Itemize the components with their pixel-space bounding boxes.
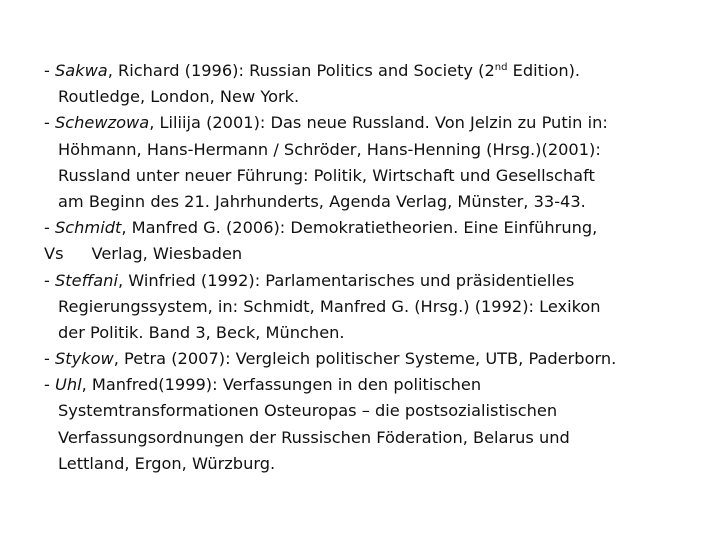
reference-text: Edition). (507, 61, 581, 80)
reference-text: , Manfred(1999): Verfassungen in den politischen (81, 375, 482, 395)
reference-continuation: der Politik. Band 3, Beck, München. (58, 322, 345, 342)
reference-text: , Liliija (2001): Das neue Russland. Von Jelzin zu Putin in: (149, 113, 608, 133)
reference-continuation: Höhmann, Hans-Hermann / Schröder, Hans-Henning (Hrsg.)(2001): (58, 139, 601, 159)
reference-text: , Manfred G. (2006): Demokratietheorien. Eine Einführung, (121, 218, 598, 238)
reference-text: Verlag, Wiesbaden (91, 244, 243, 264)
reference-continuation: am Beginn des 21. Jahrhunderts, Agenda Verlag, Münster, 33-43. (58, 191, 586, 211)
reference-author: Schewzowa (55, 113, 150, 133)
list-dash: - (44, 375, 55, 395)
reference-uhl (44, 372, 704, 398)
reference-steffani (44, 268, 704, 294)
list-dash: - (44, 270, 55, 290)
reference-continuation: Systemtransformationen Osteuropas – die postsozialistischen (58, 401, 558, 421)
reference-continuation (44, 241, 704, 267)
reference-author: Steffani (55, 270, 118, 290)
list-dash: - (44, 218, 55, 238)
reference-text: , Petra (2007): Vergleich politischer Systeme, UTB, Paderborn. (113, 349, 617, 369)
reference-author: Uhl (55, 375, 82, 395)
reference-text: , Richard (1996): Russian Politics and Society (2 (107, 61, 495, 80)
list-dash: - (44, 349, 55, 369)
superscript-nd: nd (494, 62, 508, 73)
reference-author: Stykow (55, 349, 114, 369)
reference-list (44, 58, 704, 477)
reference-continuation: Routledge, London, New York. (58, 87, 300, 107)
reference-schewzowa (44, 110, 704, 136)
reference-text: , Winfried (1992): Parlamentarisches und präsidentielles (117, 270, 575, 290)
reference-author: Sakwa (55, 61, 108, 80)
reference-continuation: Russland unter neuer Führung: Politik, Wirtschaft und Gesellschaft (58, 165, 595, 185)
reference-author: Schmidt (55, 218, 122, 238)
reference-text: Vs (44, 244, 64, 264)
reference-schmidt (44, 215, 704, 241)
reference-continuation: Lettland, Ergon, Würzburg. (58, 453, 276, 473)
reference-stykow (44, 346, 704, 372)
reference-continuation: Regierungssystem, in: Schmidt, Manfred G. (Hrsg.) (1992): Lexikon (58, 296, 601, 316)
reference-sakwa (44, 58, 704, 84)
reference-continuation: Verfassungsordnungen der Russischen Föderation, Belarus und (58, 427, 570, 447)
list-dash: - (44, 113, 55, 133)
list-dash: - (44, 61, 55, 80)
